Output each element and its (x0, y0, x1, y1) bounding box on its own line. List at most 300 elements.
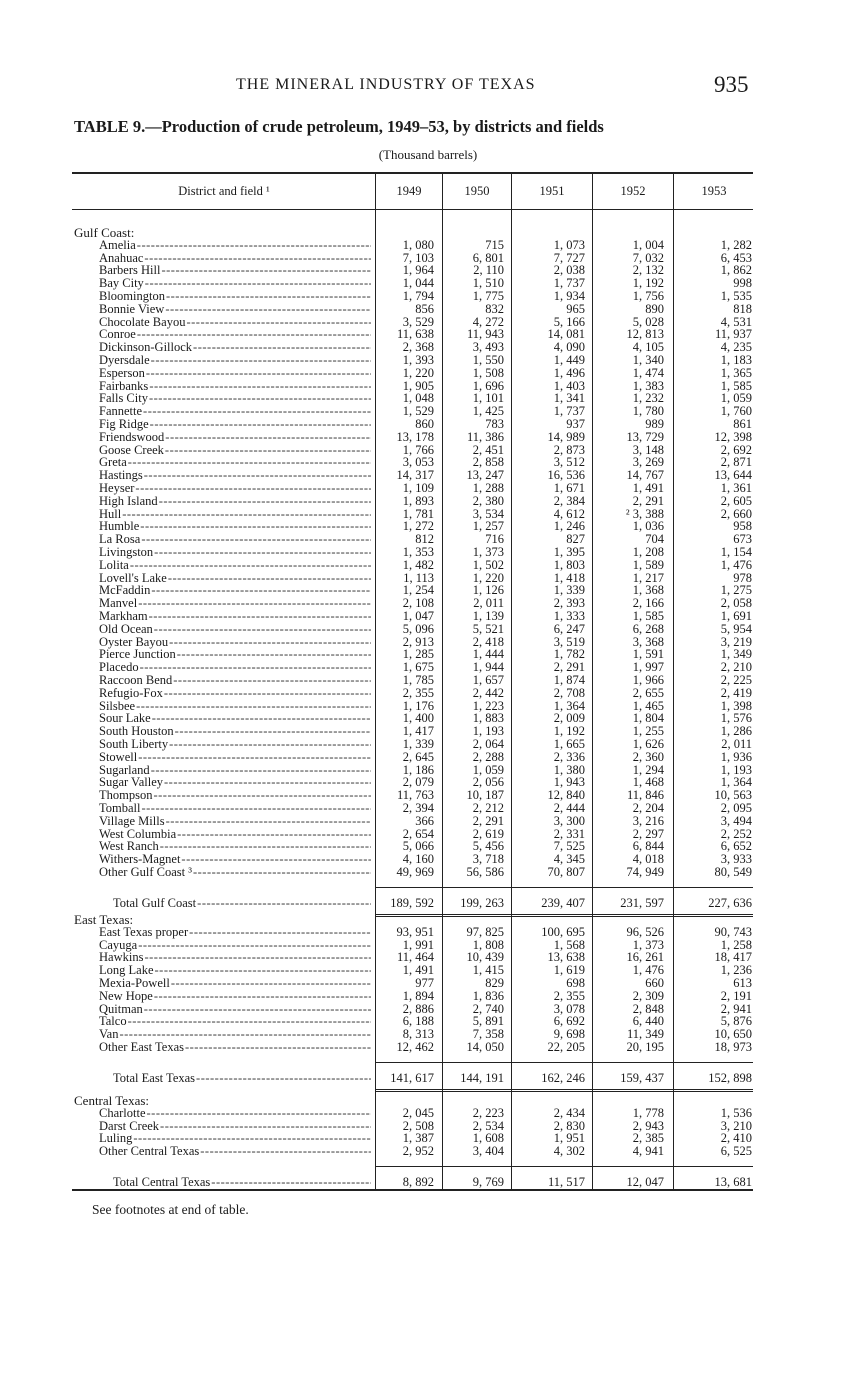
value-cell: 1, 258 (720, 937, 752, 952)
value-cell: 1, 465 (632, 698, 664, 713)
value-cell: 1, 387 (402, 1131, 434, 1146)
value-cell: 12, 813 (626, 327, 664, 342)
value-cell: 11, 943 (466, 327, 504, 342)
field-name: Oyster Bayou ----- (99, 636, 371, 649)
value-cell: 16, 536 (547, 468, 585, 483)
value-cell: 2, 191 (720, 988, 752, 1003)
value-cell: 3, 219 (720, 634, 752, 649)
value-cell: 1, 444 (472, 647, 504, 662)
field-name: La Rosa ----- (99, 533, 371, 546)
field-name: High Island ----- (99, 495, 371, 508)
field-name: Other Central Texas ----- (99, 1145, 371, 1158)
value-cell: 1, 383 (632, 378, 664, 393)
value-cell: 3, 404 (472, 1144, 504, 1159)
value-cell: 1, 491 (632, 481, 664, 495)
value-cell: 70, 807 (547, 865, 585, 879)
value-cell: 715 (485, 237, 504, 252)
total-double-rule (375, 1089, 753, 1092)
value-cell: 704 (645, 532, 664, 547)
value-cell: 1, 585 (720, 378, 752, 393)
value-cell: 1, 186 (402, 762, 434, 777)
value-cell: 1, 255 (632, 724, 664, 739)
value-cell: 1, 468 (632, 775, 664, 790)
value-cell: 2, 064 (472, 737, 504, 751)
value-cell: 11, 846 (626, 788, 664, 803)
value-cell: 2, 873 (553, 442, 585, 457)
total-label: Total East Texas ----- (113, 1072, 371, 1085)
field-name: Cayuga ----- (99, 939, 371, 952)
value-cell: 1, 893 (402, 493, 434, 508)
section-title: Central Texas: (74, 1093, 150, 1108)
field-name: Dickinson-Gillock ----- (99, 341, 371, 354)
value-cell: 16, 261 (626, 950, 664, 965)
value-cell: 6, 440 (632, 1014, 664, 1029)
value-cell: 1, 808 (472, 937, 504, 952)
value-cell: 856 (415, 301, 434, 316)
value-cell: 231, 597 (620, 895, 664, 910)
value-cell: 5, 456 (472, 839, 504, 854)
value-cell: 2, 886 (402, 1001, 434, 1016)
field-name: Lolita ----- (99, 559, 371, 572)
value-cell: 5, 096 (402, 621, 434, 636)
value-cell: 1, 502 (472, 557, 504, 572)
value-cell: 2, 871 (720, 455, 752, 470)
field-name: Livingston ----- (99, 546, 371, 559)
value-cell: 4, 302 (553, 1144, 585, 1159)
field-name: Other Gulf Coast ³ ----- (99, 866, 371, 879)
value-cell: 1, 257 (472, 519, 504, 534)
value-cell: 1, 340 (632, 353, 664, 367)
value-cell: 1, 193 (720, 762, 752, 777)
value-cell: 3, 269 (632, 455, 664, 470)
value-cell: 5, 954 (720, 621, 752, 636)
value-cell: 56, 586 (466, 865, 504, 879)
value-cell: 1, 246 (553, 519, 585, 534)
value-cell: 1, 966 (632, 673, 664, 687)
value-cell: 1, 508 (472, 365, 504, 380)
value-cell: 2, 132 (632, 263, 664, 278)
value-cell: 3, 718 (472, 852, 504, 867)
field-name: Bay City ----- (99, 277, 371, 290)
value-cell: 11, 349 (626, 1027, 664, 1042)
value-cell: 5, 876 (720, 1014, 752, 1029)
value-cell: 998 (733, 276, 752, 291)
value-cell: 818 (733, 301, 752, 316)
value-cell: 3, 519 (553, 634, 585, 649)
value-cell: 9, 769 (472, 1175, 504, 1189)
value-cell: 6, 453 (720, 250, 752, 265)
field-name: Barbers Hill ----- (99, 264, 371, 277)
value-cell: 1, 608 (472, 1131, 504, 1146)
field-name: Van ----- (99, 1028, 371, 1041)
value-cell: 2, 385 (632, 1131, 664, 1146)
table-row (0, 431, 856, 444)
value-cell: 965 (566, 301, 585, 316)
total-label: Total Central Texas ----- (113, 1176, 371, 1189)
field-name: Markham ----- (99, 610, 371, 623)
value-cell: 5, 891 (472, 1014, 504, 1029)
field-name: Sugar Valley ----- (99, 776, 371, 789)
field-name: Mexia-Powell ----- (99, 977, 371, 990)
table-row (0, 559, 856, 572)
value-cell: 1, 943 (553, 775, 585, 790)
value-cell: 3, 216 (632, 813, 664, 828)
value-cell: 2, 108 (402, 596, 434, 611)
value-cell: 1, 794 (402, 289, 434, 303)
field-name: Other East Texas ----- (99, 1041, 371, 1054)
value-cell: 1, 036 (632, 519, 664, 534)
table-row (0, 610, 856, 623)
table-row (0, 354, 856, 367)
value-cell: 4, 941 (632, 1144, 664, 1159)
value-cell: 1, 944 (472, 660, 504, 675)
value-cell: 14, 081 (547, 327, 585, 342)
value-cell: 2, 011 (721, 737, 752, 751)
value-cell: 2, 011 (473, 596, 504, 611)
value-cell: 2, 508 (402, 1118, 434, 1133)
value-cell: 890 (645, 301, 664, 316)
field-name: Thompson ----- (99, 789, 371, 802)
column-header-1951: 1951 (539, 184, 565, 198)
table-row (0, 751, 856, 764)
value-cell: 2, 288 (472, 749, 504, 764)
value-cell: 1, 403 (553, 378, 585, 393)
value-cell: 2, 079 (402, 775, 434, 790)
table-row (0, 1107, 856, 1120)
value-cell: 2, 309 (632, 988, 664, 1003)
value-cell: 673 (733, 532, 752, 547)
field-name: Quitman ----- (99, 1003, 371, 1016)
value-cell: 1, 491 (402, 963, 434, 978)
value-cell: 1, 080 (402, 237, 434, 252)
value-cell: 5, 028 (632, 314, 664, 329)
field-name: Amelia ----- (99, 239, 371, 252)
value-cell: 3, 368 (632, 634, 664, 649)
value-cell: 1, 361 (720, 481, 752, 495)
value-cell: 11, 937 (714, 327, 752, 342)
value-cell: 3, 494 (720, 813, 752, 828)
field-name: Long Lake ----- (99, 964, 371, 977)
value-cell: 3, 300 (553, 813, 585, 828)
value-cell: 12, 840 (547, 788, 585, 803)
value-cell: 13, 681 (714, 1175, 752, 1189)
value-cell: 97, 825 (466, 924, 504, 939)
value-cell: 1, 671 (553, 481, 585, 495)
value-cell: 1, 781 (402, 506, 434, 521)
value-cell: 1, 675 (402, 660, 434, 675)
value-cell: 1, 254 (402, 583, 434, 598)
total-row (0, 1072, 856, 1085)
field-name: Friendswood ----- (99, 431, 371, 444)
value-cell: 2, 913 (402, 634, 434, 649)
value-cell: 1, 044 (402, 276, 434, 291)
value-cell: 1, 874 (553, 673, 585, 687)
value-cell: 3, 529 (402, 314, 434, 329)
table-row (0, 1041, 856, 1054)
value-cell: 1, 862 (720, 263, 752, 278)
value-cell: 18, 417 (714, 950, 752, 965)
value-cell: 1, 482 (402, 557, 434, 572)
value-cell: 2, 419 (720, 685, 752, 700)
value-cell: 6, 247 (553, 621, 585, 636)
field-name: Hawkins ----- (99, 951, 371, 964)
value-cell: 1, 418 (553, 570, 585, 585)
value-cell: 2, 212 (472, 801, 504, 815)
value-cell: 783 (485, 417, 504, 431)
value-cell: 14, 767 (626, 468, 664, 483)
value-cell: 1, 964 (402, 263, 434, 278)
value-cell: 4, 105 (632, 340, 664, 355)
value-cell: 1, 836 (472, 988, 504, 1003)
value-cell: 2, 095 (720, 801, 752, 815)
value-cell: 1, 991 (402, 937, 434, 952)
value-cell: 1, 766 (402, 442, 434, 457)
field-name: Charlotte ----- (99, 1107, 371, 1120)
value-cell: 1, 626 (632, 737, 664, 751)
value-cell: 3, 078 (553, 1001, 585, 1016)
value-cell: 13, 644 (714, 468, 752, 483)
value-cell: 1, 934 (553, 289, 585, 303)
value-cell: 1, 341 (553, 391, 585, 406)
footnote: See footnotes at end of table. (92, 1202, 249, 1217)
value-cell: 2, 291 (553, 660, 585, 675)
value-cell: 2, 056 (472, 775, 504, 790)
value-cell: 2, 654 (402, 826, 434, 841)
value-cell: 3, 148 (632, 442, 664, 457)
table-row (0, 495, 856, 508)
value-cell: 2, 619 (472, 826, 504, 841)
value-cell: 1, 282 (720, 237, 752, 252)
value-cell: 7, 525 (553, 839, 585, 854)
value-cell: 13, 247 (466, 468, 504, 483)
value-cell: 13, 178 (396, 429, 434, 444)
value-cell: 3, 512 (553, 455, 585, 470)
value-cell: 1, 449 (553, 353, 585, 367)
field-name: New Hope ----- (99, 990, 371, 1003)
value-cell: 1, 373 (472, 545, 504, 559)
field-name: Heyser ----- (99, 482, 371, 495)
value-cell: 18, 973 (714, 1040, 752, 1054)
field-name: East Texas proper ----- (99, 926, 371, 939)
value-cell: ² 3, 388 (625, 506, 664, 521)
value-cell: 1, 415 (472, 963, 504, 978)
value-cell: 2, 355 (402, 685, 434, 700)
table-row (0, 303, 856, 316)
column-header-1953: 1953 (701, 184, 727, 198)
value-cell: 6, 844 (632, 839, 664, 854)
table-row (0, 290, 856, 303)
value-cell: 2, 058 (720, 596, 752, 611)
value-cell: 2, 410 (720, 1131, 752, 1146)
value-cell: 2, 655 (632, 685, 664, 700)
field-name: Darst Creek ----- (99, 1120, 371, 1133)
value-cell: 1, 193 (472, 724, 504, 739)
running-title: THE MINERAL INDUSTRY OF TEXAS (236, 76, 536, 93)
value-cell: 2, 830 (553, 1118, 585, 1133)
value-cell: 1, 236 (720, 963, 752, 978)
subtotal-rule (375, 887, 753, 888)
value-cell: 1, 059 (720, 391, 752, 406)
column-header-1952: 1952 (620, 184, 646, 198)
field-name: West Ranch ----- (99, 840, 371, 853)
field-name: Conroe ----- (99, 328, 371, 341)
value-cell: 1, 272 (402, 519, 434, 534)
value-cell: 1, 576 (720, 711, 752, 726)
field-name: Sour Lake ----- (99, 712, 371, 725)
value-cell: 2, 394 (402, 801, 434, 815)
table-row (0, 418, 856, 431)
field-name: Sugarland ----- (99, 764, 371, 777)
value-cell: 989 (645, 417, 664, 431)
value-cell: 22, 205 (547, 1040, 585, 1054)
column-header-field: District and field ¹ (178, 184, 270, 198)
value-cell: 1, 417 (402, 724, 434, 739)
field-name: West Columbia ----- (99, 828, 371, 841)
value-cell: 1, 737 (553, 404, 585, 419)
value-cell: 5, 521 (472, 621, 504, 636)
field-name: Esperson ----- (99, 367, 371, 380)
value-cell: 1, 220 (472, 570, 504, 585)
value-cell: 2, 223 (472, 1105, 504, 1120)
value-cell: 1, 393 (402, 353, 434, 367)
value-cell: 2, 434 (553, 1105, 585, 1120)
value-cell: 1, 619 (553, 963, 585, 978)
value-cell: 698 (566, 976, 585, 990)
value-cell: 10, 563 (714, 788, 752, 803)
value-cell: 1, 285 (402, 647, 434, 662)
value-cell: 2, 943 (632, 1118, 664, 1133)
value-cell: 159, 437 (620, 1070, 664, 1085)
table-row (0, 802, 856, 815)
table-bottom-rule (72, 1189, 753, 1191)
value-cell: 10, 439 (466, 950, 504, 965)
value-cell: 7, 358 (472, 1027, 504, 1042)
value-cell: 4, 345 (553, 852, 585, 867)
value-cell: 12, 398 (714, 429, 752, 444)
value-cell: 4, 235 (720, 340, 752, 355)
value-cell: 1, 339 (553, 583, 585, 598)
value-cell: 162, 246 (541, 1070, 585, 1085)
value-cell: 90, 743 (714, 924, 752, 939)
value-cell: 239, 407 (541, 895, 585, 910)
value-cell: 4, 018 (632, 852, 664, 867)
value-cell: 1, 349 (720, 647, 752, 662)
value-cell: 1, 760 (720, 404, 752, 419)
subtotal-rule (375, 1062, 753, 1063)
field-name: Old Ocean ----- (99, 623, 371, 636)
value-cell: 1, 220 (402, 365, 434, 380)
value-cell: 13, 638 (547, 950, 585, 965)
value-cell: 1, 395 (553, 545, 585, 559)
value-cell: 1, 113 (403, 570, 434, 585)
value-cell: 1, 217 (632, 570, 664, 585)
field-name: Fig Ridge ----- (99, 418, 371, 431)
table-row (0, 990, 856, 1003)
field-name: Hastings ----- (99, 469, 371, 482)
value-cell: 2, 442 (472, 685, 504, 700)
value-cell: 1, 339 (402, 737, 434, 751)
value-cell: 2, 360 (632, 749, 664, 764)
field-name: Lovell's Lake ----- (99, 572, 371, 585)
value-cell: 4, 272 (472, 314, 504, 329)
value-cell: 1, 400 (402, 711, 434, 726)
value-cell: 613 (733, 976, 752, 990)
value-cell: 1, 775 (472, 289, 504, 303)
value-cell: 2, 291 (632, 493, 664, 508)
value-cell: 11, 517 (547, 1175, 585, 1189)
value-cell: 2, 045 (402, 1105, 434, 1120)
value-cell: 2, 009 (553, 711, 585, 726)
value-cell: 1, 778 (632, 1105, 664, 1120)
value-cell: 1, 101 (472, 391, 504, 406)
column-header-1949: 1949 (396, 184, 422, 198)
value-cell: 1, 154 (720, 545, 752, 559)
value-cell: 4, 160 (402, 852, 434, 867)
field-name: Village Mills ----- (99, 815, 371, 828)
value-cell: 1, 589 (632, 557, 664, 572)
value-cell: 11, 638 (396, 327, 434, 342)
value-cell: 1, 550 (472, 353, 504, 367)
field-name: Fannette ----- (99, 405, 371, 418)
value-cell: 1, 398 (720, 698, 752, 713)
subtotal-rule (375, 1166, 753, 1167)
value-cell: 2, 380 (472, 493, 504, 508)
field-name: Stowell ----- (99, 751, 371, 764)
field-name: Greta ----- (99, 456, 371, 469)
column-header-1950: 1950 (464, 184, 490, 198)
section-title: Gulf Coast: (74, 225, 135, 240)
total-double-rule (375, 914, 753, 917)
value-cell: 6, 801 (472, 250, 504, 265)
value-cell: 14, 989 (547, 429, 585, 444)
value-cell: 716 (485, 532, 504, 547)
table-row (0, 866, 856, 879)
field-name: Dyersdale ----- (99, 354, 371, 367)
value-cell: 1, 785 (402, 673, 434, 687)
value-cell: 1, 223 (472, 698, 504, 713)
value-cell: 1, 288 (472, 481, 504, 495)
value-cell: 977 (415, 976, 434, 990)
value-cell: 1, 657 (472, 673, 504, 687)
value-cell: 13, 729 (626, 429, 664, 444)
field-name: Falls City ----- (99, 392, 371, 405)
field-name: Humble ----- (99, 520, 371, 533)
value-cell: 1, 997 (632, 660, 664, 675)
value-cell: 5, 066 (402, 839, 434, 854)
value-cell: 14, 317 (396, 468, 434, 483)
table-row (0, 623, 856, 636)
value-cell: 1, 804 (632, 711, 664, 726)
value-cell: 3, 053 (402, 455, 434, 470)
value-cell: 1, 536 (720, 1105, 752, 1120)
value-cell: 2, 848 (632, 1001, 664, 1016)
total-row (0, 897, 856, 910)
value-cell: 832 (485, 301, 504, 316)
value-cell: 11, 464 (396, 950, 434, 965)
value-cell: 80, 549 (714, 865, 752, 879)
field-name: South Houston ----- (99, 725, 371, 738)
value-cell: 4, 531 (720, 314, 752, 329)
page-number: 935 (714, 72, 749, 97)
value-cell: 2, 451 (472, 442, 504, 457)
value-cell: 2, 645 (402, 749, 434, 764)
value-cell: 93, 951 (396, 924, 434, 939)
value-cell: 6, 188 (402, 1014, 434, 1029)
value-cell: 1, 109 (402, 481, 434, 495)
value-cell: 2, 368 (402, 340, 434, 355)
value-cell: 2, 355 (553, 988, 585, 1003)
value-cell: 1, 368 (632, 583, 664, 598)
